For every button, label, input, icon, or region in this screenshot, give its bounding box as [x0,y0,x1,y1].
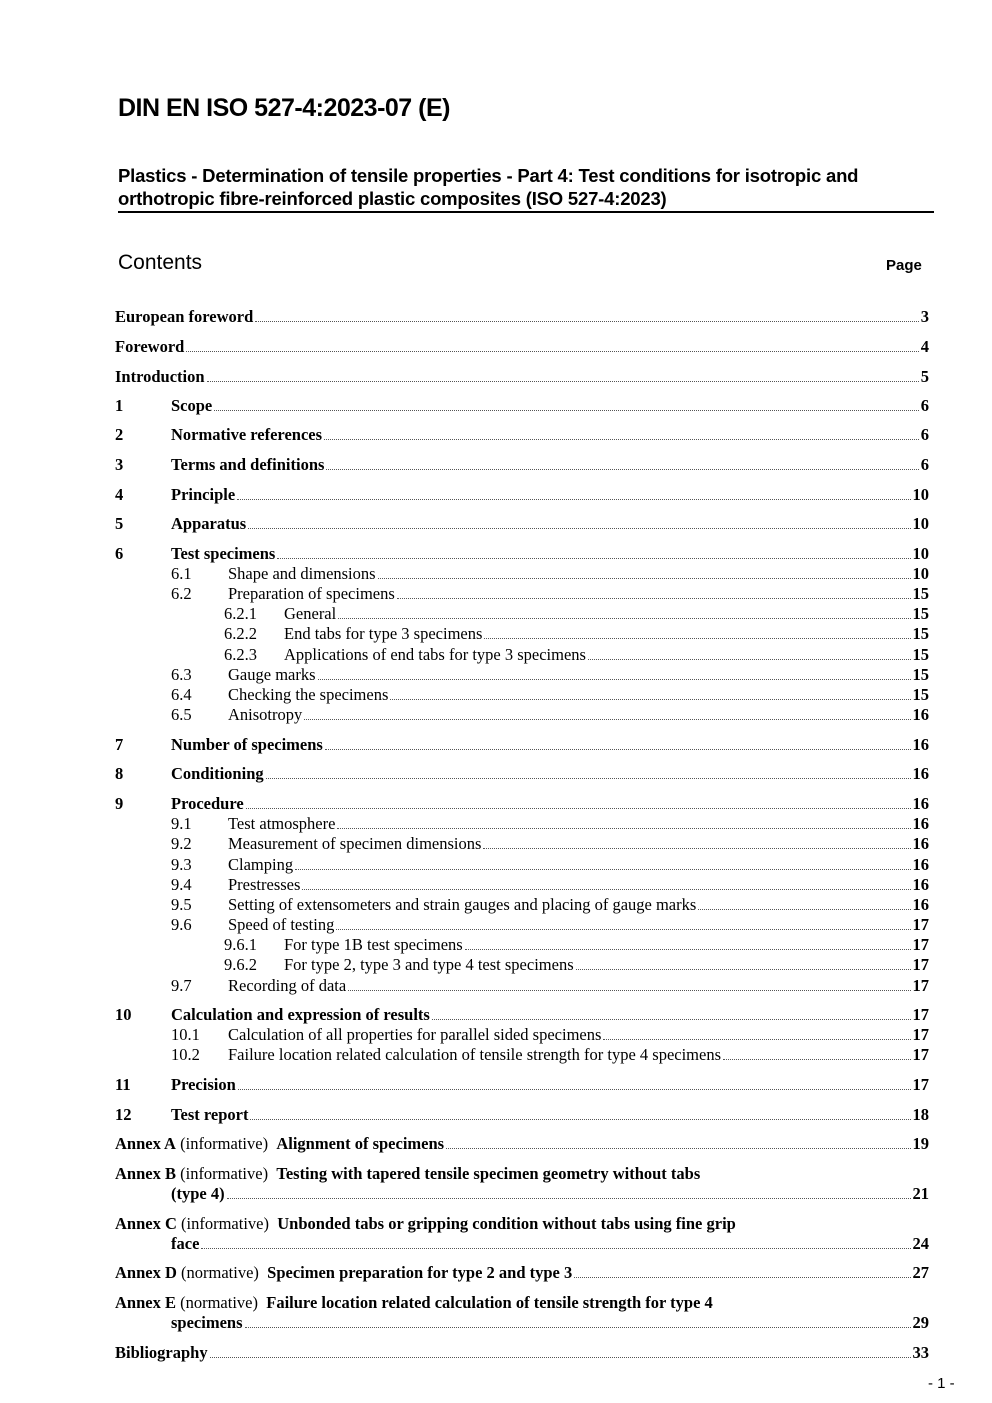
dot-leader [397,598,911,599]
toc-entry-title: Number of specimens [171,735,323,754]
toc-entry-title: Gauge marks [228,665,316,684]
toc-entry-page: 16 [912,794,929,813]
toc-entry-number: 1 [115,396,124,415]
toc-entry-page: 3 [920,307,929,326]
annex-heading [115,1164,700,1184]
toc-entry[interactable] [115,425,929,445]
toc-entry-title: Checking the specimens [228,685,389,704]
toc-entry[interactable] [115,735,929,755]
toc-entry-title: Applications of end tabs for type 3 specimens [284,645,586,664]
toc-entry-number: 6.2.2 [224,624,257,643]
toc-entry-page: 16 [912,855,929,874]
toc-entry-number: 9.2 [171,834,192,853]
toc-entry-page: 17 [912,915,929,934]
annex-kind: (informative) [180,1164,269,1183]
annex-page: 21 [912,1184,929,1203]
dot-leader [255,321,918,322]
dot-leader [238,1089,911,1090]
dot-leader [214,410,919,411]
toc-entry[interactable] [115,396,929,416]
toc-entry-page: 15 [912,624,929,643]
dot-leader [576,969,911,970]
toc-entry-title: Apparatus [171,514,247,533]
dot-leader [465,949,911,950]
toc-entry-page: 16 [912,764,929,783]
annex-kind: (normative) [181,1263,259,1282]
annex-title: Specimen preparation for type 2 and type 3 [267,1263,573,1282]
dot-leader [588,659,911,660]
toc-entry[interactable] [115,705,929,725]
dot-leader [277,558,910,559]
toc-entry-number: 6.2.3 [224,645,257,664]
toc-entry-page: 17 [912,1075,929,1094]
toc-entry-page: 10 [912,485,929,504]
dot-leader [266,778,911,779]
dot-leader [302,889,910,890]
toc-entry[interactable] [115,337,929,357]
toc-entry-bibliography[interactable] [115,1343,929,1363]
toc-entry[interactable] [115,764,929,784]
dot-leader [201,1248,910,1249]
dot-leader [304,719,910,720]
toc-entry-page: 16 [912,834,929,853]
toc-entry[interactable] [115,875,929,895]
dot-leader [325,749,911,750]
toc-entry[interactable] [115,367,929,387]
toc-entry-title: Test report [171,1105,249,1124]
dot-leader [324,439,919,440]
toc-entry-title: Principle [171,485,236,504]
toc-entry-page: 18 [912,1105,929,1124]
annex-heading [115,1263,572,1283]
annex-label: Annex B [115,1164,176,1183]
page-number: - 1 - [928,1375,955,1392]
toc-entry-title: Conditioning [171,764,264,783]
toc-entry-page: 6 [920,455,929,474]
annex-kind: (informative) [181,1214,269,1233]
toc-entry[interactable] [115,604,929,624]
toc-entry-page: 17 [912,955,929,974]
dot-leader [295,869,910,870]
toc-entry-title: For type 1B test specimens [284,935,463,954]
toc-entry[interactable] [115,544,929,564]
dot-leader [186,351,918,352]
dot-leader [326,469,918,470]
toc-entry[interactable] [115,564,929,584]
toc-entry[interactable] [115,976,929,996]
toc-entry-title: Calculation of all properties for parallel sided specimens [228,1025,602,1044]
toc-entry-title: Failure location related calculation of tensile strength for type 4 specimens [228,1045,722,1064]
toc-entry-number: 6.1 [171,564,192,583]
dot-leader [574,1277,910,1278]
toc-entry-number: 5 [115,514,124,533]
toc-entry-title: Test atmosphere [228,814,336,833]
toc-entry[interactable] [115,814,929,834]
toc-entry-number: 6.5 [171,705,192,724]
toc-entry-page: 6 [920,425,929,444]
toc-entry[interactable] [115,794,929,814]
toc-entry-title: Bibliography [115,1343,208,1362]
toc-entry-title: Setting of extensometers and strain gauges and placing of gauge marks [228,895,697,914]
dot-leader [484,638,910,639]
toc-entry-number: 6 [115,544,124,563]
toc-entry-number: 9.1 [171,814,192,833]
annex-heading [115,1293,713,1313]
toc-entry-title: Prestresses [228,875,301,894]
annex-title: Failure location related calculation of tensile strength for type 4 [266,1293,713,1312]
toc-entry[interactable] [115,485,929,505]
toc-entry-page: 17 [912,1005,929,1024]
toc-entry-page: 4 [920,337,929,356]
dot-leader [246,808,911,809]
toc-entry-number: 7 [115,735,124,754]
toc-entry-number: 9.6 [171,915,192,934]
dot-leader [318,679,911,680]
toc-entry[interactable] [115,307,929,327]
annex-heading [115,1134,444,1154]
toc-entry-number: 3 [115,455,124,474]
toc-entry-number: 9.5 [171,895,192,914]
dot-leader [723,1059,910,1060]
toc-entry-title: Measurement of specimen dimensions [228,834,482,853]
dot-leader [483,848,910,849]
toc-entry-title: Calculation and expression of results [171,1005,430,1024]
toc-entry-page: 16 [912,735,929,754]
toc-entry[interactable] [115,514,929,534]
toc-entry-number: 8 [115,764,124,783]
dot-leader [390,699,910,700]
toc-entry-number: 11 [115,1075,131,1094]
toc-entry-number: 9.3 [171,855,192,874]
toc-entry-title: Scope [171,396,213,415]
toc-entry[interactable] [115,584,929,604]
toc-entry-title: Foreword [115,337,185,356]
annex-kind: (informative) [180,1134,269,1153]
toc-entry-title: For type 2, type 3 and type 4 test specimens [284,955,574,974]
toc-entry-title: Precision [171,1075,236,1094]
annex-label: Annex E [115,1293,176,1312]
annex-page: 29 [912,1313,929,1332]
toc-entry[interactable] [115,1105,929,1125]
annex-entry[interactable] [115,1263,929,1283]
toc-entry-number: 6.3 [171,665,192,684]
dot-leader [378,578,911,579]
toc-entry-number: 9 [115,794,124,813]
toc-entry-number: 4 [115,485,124,504]
toc-entry-page: 15 [912,645,929,664]
dot-leader [603,1039,910,1040]
dot-leader [338,618,910,619]
toc-entry-page: 16 [912,895,929,914]
dot-leader [336,929,910,930]
annex-page: 27 [912,1263,929,1282]
toc-entry[interactable] [115,685,929,705]
toc-entry-title: Normative references [171,425,323,444]
toc-entry-number: 2 [115,425,124,444]
toc-entry[interactable] [115,624,929,644]
dot-leader [210,1357,911,1358]
toc-entry-title: Introduction [115,367,205,386]
dot-leader [245,1327,911,1328]
annex-entry[interactable] [115,1134,929,1154]
toc-entry-number: 10.1 [171,1025,200,1044]
toc-entry-page: 15 [912,685,929,704]
annex-title: Unbonded tabs or gripping condition without tabs using fine grip [277,1214,736,1233]
toc-entry[interactable] [115,645,929,665]
annex-kind: (normative) [180,1293,258,1312]
toc-entry-number: 12 [115,1105,132,1124]
toc-entry-page: 15 [912,604,929,623]
toc-entry[interactable] [115,455,929,475]
toc-entry[interactable] [115,855,929,875]
annex-title-continued: (type 4) [171,1184,225,1203]
toc-entry-number: 10.2 [171,1045,200,1064]
contents-heading: Contents [118,251,203,274]
annex-entry-continuation[interactable] [115,1313,929,1333]
dot-leader [207,381,919,382]
toc-entry-number: 9.4 [171,875,192,894]
toc-entry[interactable] [115,665,929,685]
toc-entry-page: 6 [920,396,929,415]
toc-entry-number: 9.7 [171,976,192,995]
toc-entry-title: Shape and dimensions [228,564,376,583]
annex-title: Alignment of specimens [276,1134,445,1153]
toc-entry-page: 17 [912,1045,929,1064]
dot-leader [698,909,910,910]
annex-entry[interactable] [115,1293,929,1313]
annex-page: 19 [912,1134,929,1153]
toc-entry-page: 15 [912,665,929,684]
dot-leader [446,1148,910,1149]
toc-entry-title: Speed of testing [228,915,335,934]
toc-entry-title: General [284,604,337,623]
toc-entry[interactable] [115,1045,929,1065]
toc-entry-page: 5 [920,367,929,386]
dot-leader [237,499,910,500]
toc-entry[interactable] [115,935,929,955]
toc-entry-number: 6.2 [171,584,192,603]
toc-entry-title: Clamping [228,855,294,874]
toc-entry-page: 17 [912,935,929,954]
document-title: Plastics - Determination of tensile properties - Part 4: Test conditions for isotropic and orthotropic fibre-reinforced plastic composites (ISO 527-4:2023) [118,164,934,213]
toc-entry-number: 10 [115,1005,132,1024]
toc-entry-page: 10 [912,544,929,563]
annex-label: Annex C [115,1214,177,1233]
toc-entry-title: Preparation of specimens [228,584,395,603]
toc-entry-page: 10 [912,514,929,533]
toc-entry-page: 17 [912,976,929,995]
toc-entry-title: Anisotropy [228,705,303,724]
toc-entry[interactable] [115,1025,929,1045]
annex-label: Annex A [115,1134,176,1153]
annex-page: 24 [912,1234,929,1253]
toc-entry-number: 6.2.1 [224,604,257,623]
toc-entry-title: Test specimens [171,544,276,563]
page-column-label: Page [886,257,922,274]
annex-title-continued: specimens [171,1313,243,1332]
dot-leader [432,1019,911,1020]
toc-entry-page: 16 [912,705,929,724]
annex-title-continued: face [171,1234,200,1253]
annex-entry-continuation[interactable] [115,1234,929,1254]
toc-entry-number: 9.6.1 [224,935,257,954]
toc-entry[interactable] [115,1075,929,1095]
toc-entry[interactable] [115,1005,929,1025]
toc-entry-title: Recording of data [228,976,347,995]
dot-leader [337,828,910,829]
toc-entry-page: 15 [912,584,929,603]
toc-entry-page: 16 [912,875,929,894]
toc-entry-title: European foreword [115,307,254,326]
dot-leader [227,1198,911,1199]
dot-leader [248,528,910,529]
annex-entry[interactable] [115,1164,929,1184]
toc-entry-title: Terms and definitions [171,455,325,474]
toc-entry-number: 6.4 [171,685,192,704]
annex-label: Annex D [115,1263,177,1282]
toc-entry[interactable] [115,955,929,975]
dot-leader [250,1119,910,1120]
toc-entry[interactable] [115,834,929,854]
toc-entry-title: Procedure [171,794,244,813]
document-id: DIN EN ISO 527-4:2023-07 (E) [118,94,450,122]
toc-entry-title: End tabs for type 3 specimens [284,624,483,643]
toc-entry[interactable] [115,915,929,935]
annex-title: Testing with tapered tensile specimen geometry without tabs [276,1164,701,1183]
toc-entry-page: 10 [912,564,929,583]
toc-entry-page: 17 [912,1025,929,1044]
toc-entry[interactable] [115,895,929,915]
annex-entry[interactable] [115,1214,929,1234]
toc-entry-page: 16 [912,814,929,833]
annex-heading [115,1214,736,1234]
dot-leader [348,990,910,991]
toc-entry-number: 9.6.2 [224,955,257,974]
annex-entry-continuation[interactable] [115,1184,929,1204]
toc-entry-page: 33 [912,1343,929,1362]
